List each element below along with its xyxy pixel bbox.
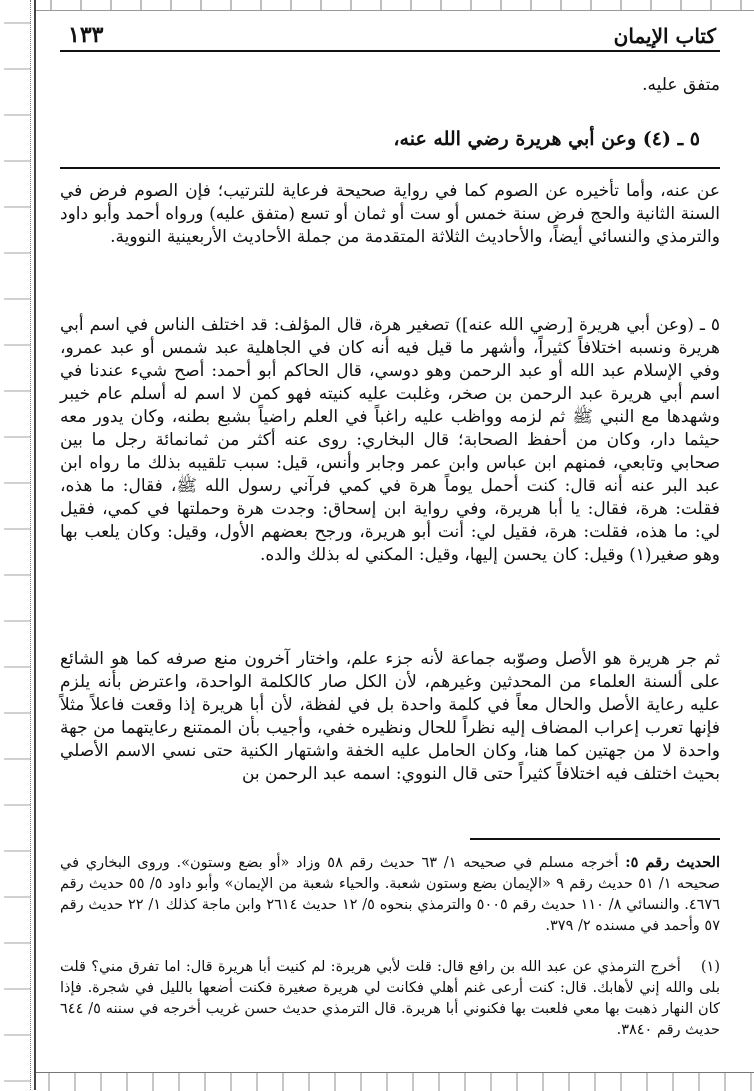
intro-line: متفق عليه.	[642, 75, 720, 95]
footnote-1	[60, 957, 720, 1041]
book-title: كتاب الإيمان	[613, 24, 716, 48]
commentary-paragraph-1: عن عنه، وأما تأخيره عن الصوم كما في رواية صحيحة فرعاية للترتيب؛ فإن الصوم فرض في السنة الثانية والحج فرض سنة خمس أو ست أو ثمان أو تسع (متفق عليه) ورواه أحمد وأبو داود والترمذي والنسائي أيضاً، والأحاديث الثلاثة المتقدمة من جملة الأحاديث الأربعينية النووية.	[60, 181, 720, 247]
hadith-heading: ٥ ـ (٤) وعن أبي هريرة رضي الله عنه،	[393, 128, 700, 150]
commentary-paragraph-3: ثم جر هريرة هو الأصل وصوّبه جماعة لأنه جزء علم، واختار آخرون منع صرفه كما هو الشائع على ألسنة العلماء من المحدثين وغيرهم، لأن الكل صار كالكلمة الواحدة، واعترض بأنه يلزم عليه رعاية الأصل والحال معاً في كلمة واحدة بل في لفظة، لأن أبا هريرة إذا وقعت فاعلاً مثلاً فإنها تعرب إعراب المضاف إليه نظراً للحال ونظيره خفي، وأجيب بأن الممتنع رعايتهما من جهة واحدة لا من جهتين كما هنا، وكان الحامل عليه الخفة واشتهار الكنية حتى نسي الاسم الأصلي بحيث اختلف فيه اختلافاً كثيراً حتى قال النووي: اسمه عبد الرحمن بن	[60, 649, 720, 784]
footnote-label: الحديث رقم ٥:	[625, 854, 720, 871]
decorative-left-border	[4, 0, 31, 1090]
footnote-number: (١)	[700, 959, 721, 975]
footnote-rule	[470, 838, 720, 840]
footnote-hadith-5	[60, 852, 720, 937]
footnote-text: أخرجه مسلم في صحيحه ١/ ٦٣ حديث رقم ٥٨ وزاد «أو بضع وستون». وروى البخاري في صحيحه ١/ ٥١ حديث رقم ٩ «الإيمان بضع وستون شعبة. والحياء شعبة من الإيمان» وأبو داود ٥/ ٥٥ حديث رقم ٤٦٧٦. والنسائي ٨/ ١١٠ حديث رقم ٥٠٠٥ والترمذي بنحوه ٥/ ١٢ حديث ٢٦١٤ وابن ماجة كذلك ١/ ٢٢ حديث رقم ٥٧ وأحمد في مسنده ٢/ ٣٧٩.	[60, 855, 721, 934]
footnote-text: أخرج الترمذي عن عبد الله بن رافع قال: قلت لأبي هريرة: لم كنيت أبا هريرة قال: اما تفرق مني؟ قلت بلى والله إني لأهابك. قال: كنت أرعى غنم أهلي فكانت لي هريرة صغيرة فكنت أضعها بالليل في شجرة. فإذا كان النهار ذهبت بها معي فلعبت بها فكنوني أبا هريرة. قال الترمذي حديث حسن غريب أخرجه في سننه ٥/ ٦٤٤ حديث رقم ٣٨٤٠.	[60, 959, 720, 1038]
section-divider	[60, 167, 720, 169]
page-number: ١٣٣	[68, 22, 104, 48]
page-content	[60, 0, 720, 1090]
commentary-paragraph-2: ٥ ـ (وعن أبي هريرة [رضي الله عنه]) تصغير هرة، قال المؤلف: قد اختلف الناس في اسم أبي هريرة ونسبه اختلافاً كثيراً، وأشهر ما قيل فيه أنه كان في الجاهلية عبد شمس أو عبد عمرو، وفي الإسلام عبد الله أو عبد الرحمن وهو دوسي، قال الحاكم أبو أحمد: أصح شيء عندنا في اسم أبي هريرة عبد الرحمن بن صخر، وغلبت عليه كنيته فهو كمن لا اسم له أسلم عام خيبر وشهدها مع النبي ﷺ ثم لزمه وواظب عليه راغباً في العلم راضياً بشبع بطنه، وكان يدور معه حيثما دار، وكان من أحفظ الصحابة؛ قال البخاري: روى عنه أكثر من ثمانمائة رجل ما بين صحابي وتابعي، فمنهم ابن عباس وابن عمر وجابر وأنس، قيل: سبب تلقيبه بذلك ما رواه ابن عبد البر عنه أنه قال: كنت أحمل يوماً هرة في كمي فرآني رسول الله ﷺ، فقال: ما هذه، فقلت: هرة، فقال: يا أبا هريرة، وفي رواية ابن إسحاق: وجدت هرة وحملتها في كمي، فقيل لي: ما هذه، فقلت: هرة، فقيل لي: أنت أبو هريرة، ورجح بعضهم الأول، وقيل: وكان يلعب بها وهو صغير(١) وقيل: كان يحسن إليها، وقيل: المكني له بذلك والده.	[60, 315, 720, 565]
running-header	[60, 18, 720, 52]
page-edge-line	[34, 0, 36, 1090]
